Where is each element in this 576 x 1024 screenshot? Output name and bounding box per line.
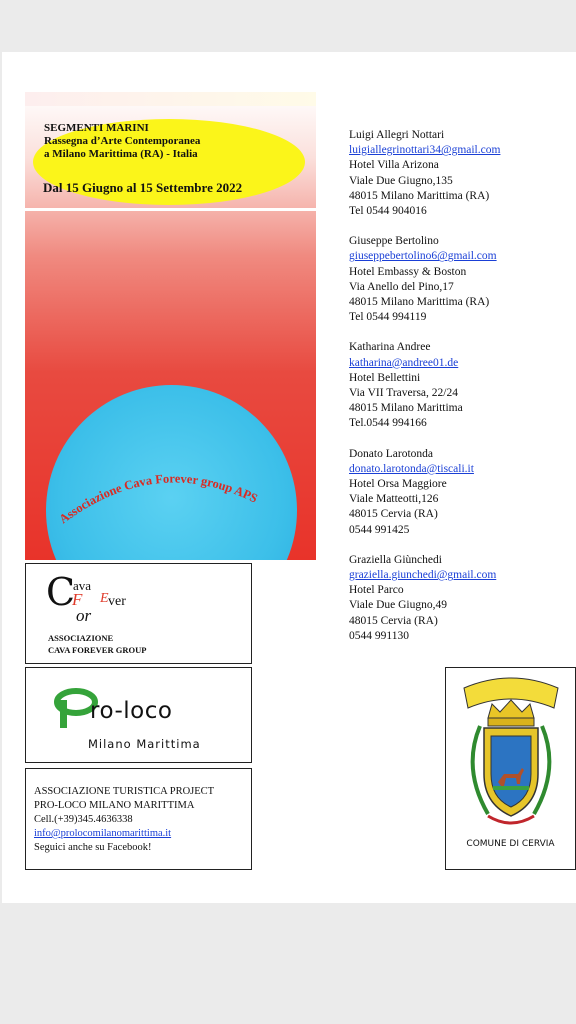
contact-name: Graziella Giùnchedi: [349, 553, 442, 566]
cava-caption-line1: ASSOCIAZIONE: [48, 633, 114, 643]
contact-name: Luigi Allegri Nottari: [349, 129, 445, 141]
poster-arc-label: Associazione Cava Forever group APS: [56, 471, 260, 527]
contact-hotel: Hotel Embassy & Boston: [349, 265, 467, 278]
cava-caption: [48, 632, 146, 656]
contact-email-link[interactable]: donato.larotonda@tiscali.it: [349, 462, 474, 475]
cava-letter-e: E: [100, 591, 109, 606]
cava-letter-c: C: [46, 570, 76, 614]
poster-dates: Dal 15 Giugno al 15 Settembre 2022: [43, 180, 243, 195]
cervia-crest-box: [445, 667, 576, 870]
cervia-crest-icon: [458, 674, 564, 836]
contact-city: 48015 Cervia (RA): [349, 614, 438, 627]
cava-letter-f: F: [72, 590, 83, 609]
association-line1: ASSOCIAZIONE TURISTICA PROJECT: [34, 786, 215, 797]
cava-caption-line2: CAVA FOREVER GROUP: [48, 645, 147, 655]
proloco-logo: [25, 667, 252, 763]
contact-street: Viale Due Giugno,49: [349, 599, 447, 612]
contact-city: 48015 Cervia (RA): [349, 508, 438, 521]
cervia-caption: COMUNE DI CERVIA: [466, 839, 555, 849]
poster-title-line2: Rassegna d’Arte Contemporanea: [44, 135, 201, 147]
contact-phone: Tel 0544 904016: [349, 205, 427, 218]
contact-city: 48015 Milano Marittima (RA): [349, 189, 490, 202]
poster-arc-text: [25, 92, 316, 560]
association-email-link[interactable]: info@prolocomilanomarittima.it: [34, 828, 172, 839]
contact-hotel: Hotel Bellettini: [349, 371, 421, 384]
contact-card: [349, 128, 500, 219]
association-facebook: Seguici anche su Facebook!: [34, 842, 152, 853]
contacts-list: [349, 128, 500, 659]
contact-phone: Tel.0544 994166: [349, 417, 427, 430]
poster-title-line1: SEGMENTI MARINI: [44, 122, 149, 134]
contact-email-link[interactable]: katharina@andree01.de: [349, 356, 459, 369]
poster-title-line3: a Milano Marittima (RA) - Italia: [44, 148, 198, 160]
contact-phone: Tel 0544 994119: [349, 311, 427, 324]
cava-or: or: [76, 606, 92, 625]
contact-city: 48015 Milano Marittima: [349, 402, 463, 415]
contact-hotel: Hotel Parco: [349, 584, 404, 597]
contact-name: Donato Larotonda: [349, 447, 433, 460]
cava-ver: ver: [108, 594, 126, 609]
cava-ava: ava: [73, 578, 92, 593]
contact-street: Viale Due Giugno,135: [349, 174, 453, 187]
contact-hotel: Hotel Villa Arizona: [349, 159, 439, 172]
contact-city: 48015 Milano Marittima (RA): [349, 296, 490, 309]
contact-street: Viale Matteotti,126: [349, 493, 439, 506]
contact-name: Giuseppe Bertolino: [349, 235, 439, 248]
contact-card: [349, 447, 500, 538]
contact-email-link[interactable]: graziella.giunchedi@gmail.com: [349, 569, 497, 582]
association-line2: PRO-LOCO MILANO MARITTIMA: [34, 800, 195, 811]
contact-card: [349, 340, 500, 431]
contact-street: Via VII Traversa, 22/24: [349, 387, 458, 400]
contact-hotel: Hotel Orsa Maggiore: [349, 478, 447, 491]
contact-street: Via Anello del Pino,17: [349, 280, 454, 293]
contact-card: [349, 234, 500, 325]
contact-phone: 0544 991425: [349, 523, 410, 536]
proloco-subtitle: Milano Marittima: [88, 737, 201, 751]
event-poster: [25, 92, 316, 560]
cava-forever-logo: [25, 563, 252, 664]
contact-phone: 0544 991130: [349, 629, 409, 642]
contact-name: Katharina Andree: [349, 341, 431, 354]
contact-card: [349, 553, 500, 644]
association-info-box: [25, 768, 252, 870]
svg-text:Associazione Cava Forever grou: [57, 471, 260, 526]
contact-email-link[interactable]: giuseppebertolino6@gmail.com: [349, 250, 497, 263]
association-phone: Cell.(+39)345.4636338: [34, 814, 133, 825]
contact-email-link[interactable]: luigiallegrinottari34@gmail.com: [349, 144, 501, 157]
proloco-word: ro-loco: [90, 698, 173, 724]
